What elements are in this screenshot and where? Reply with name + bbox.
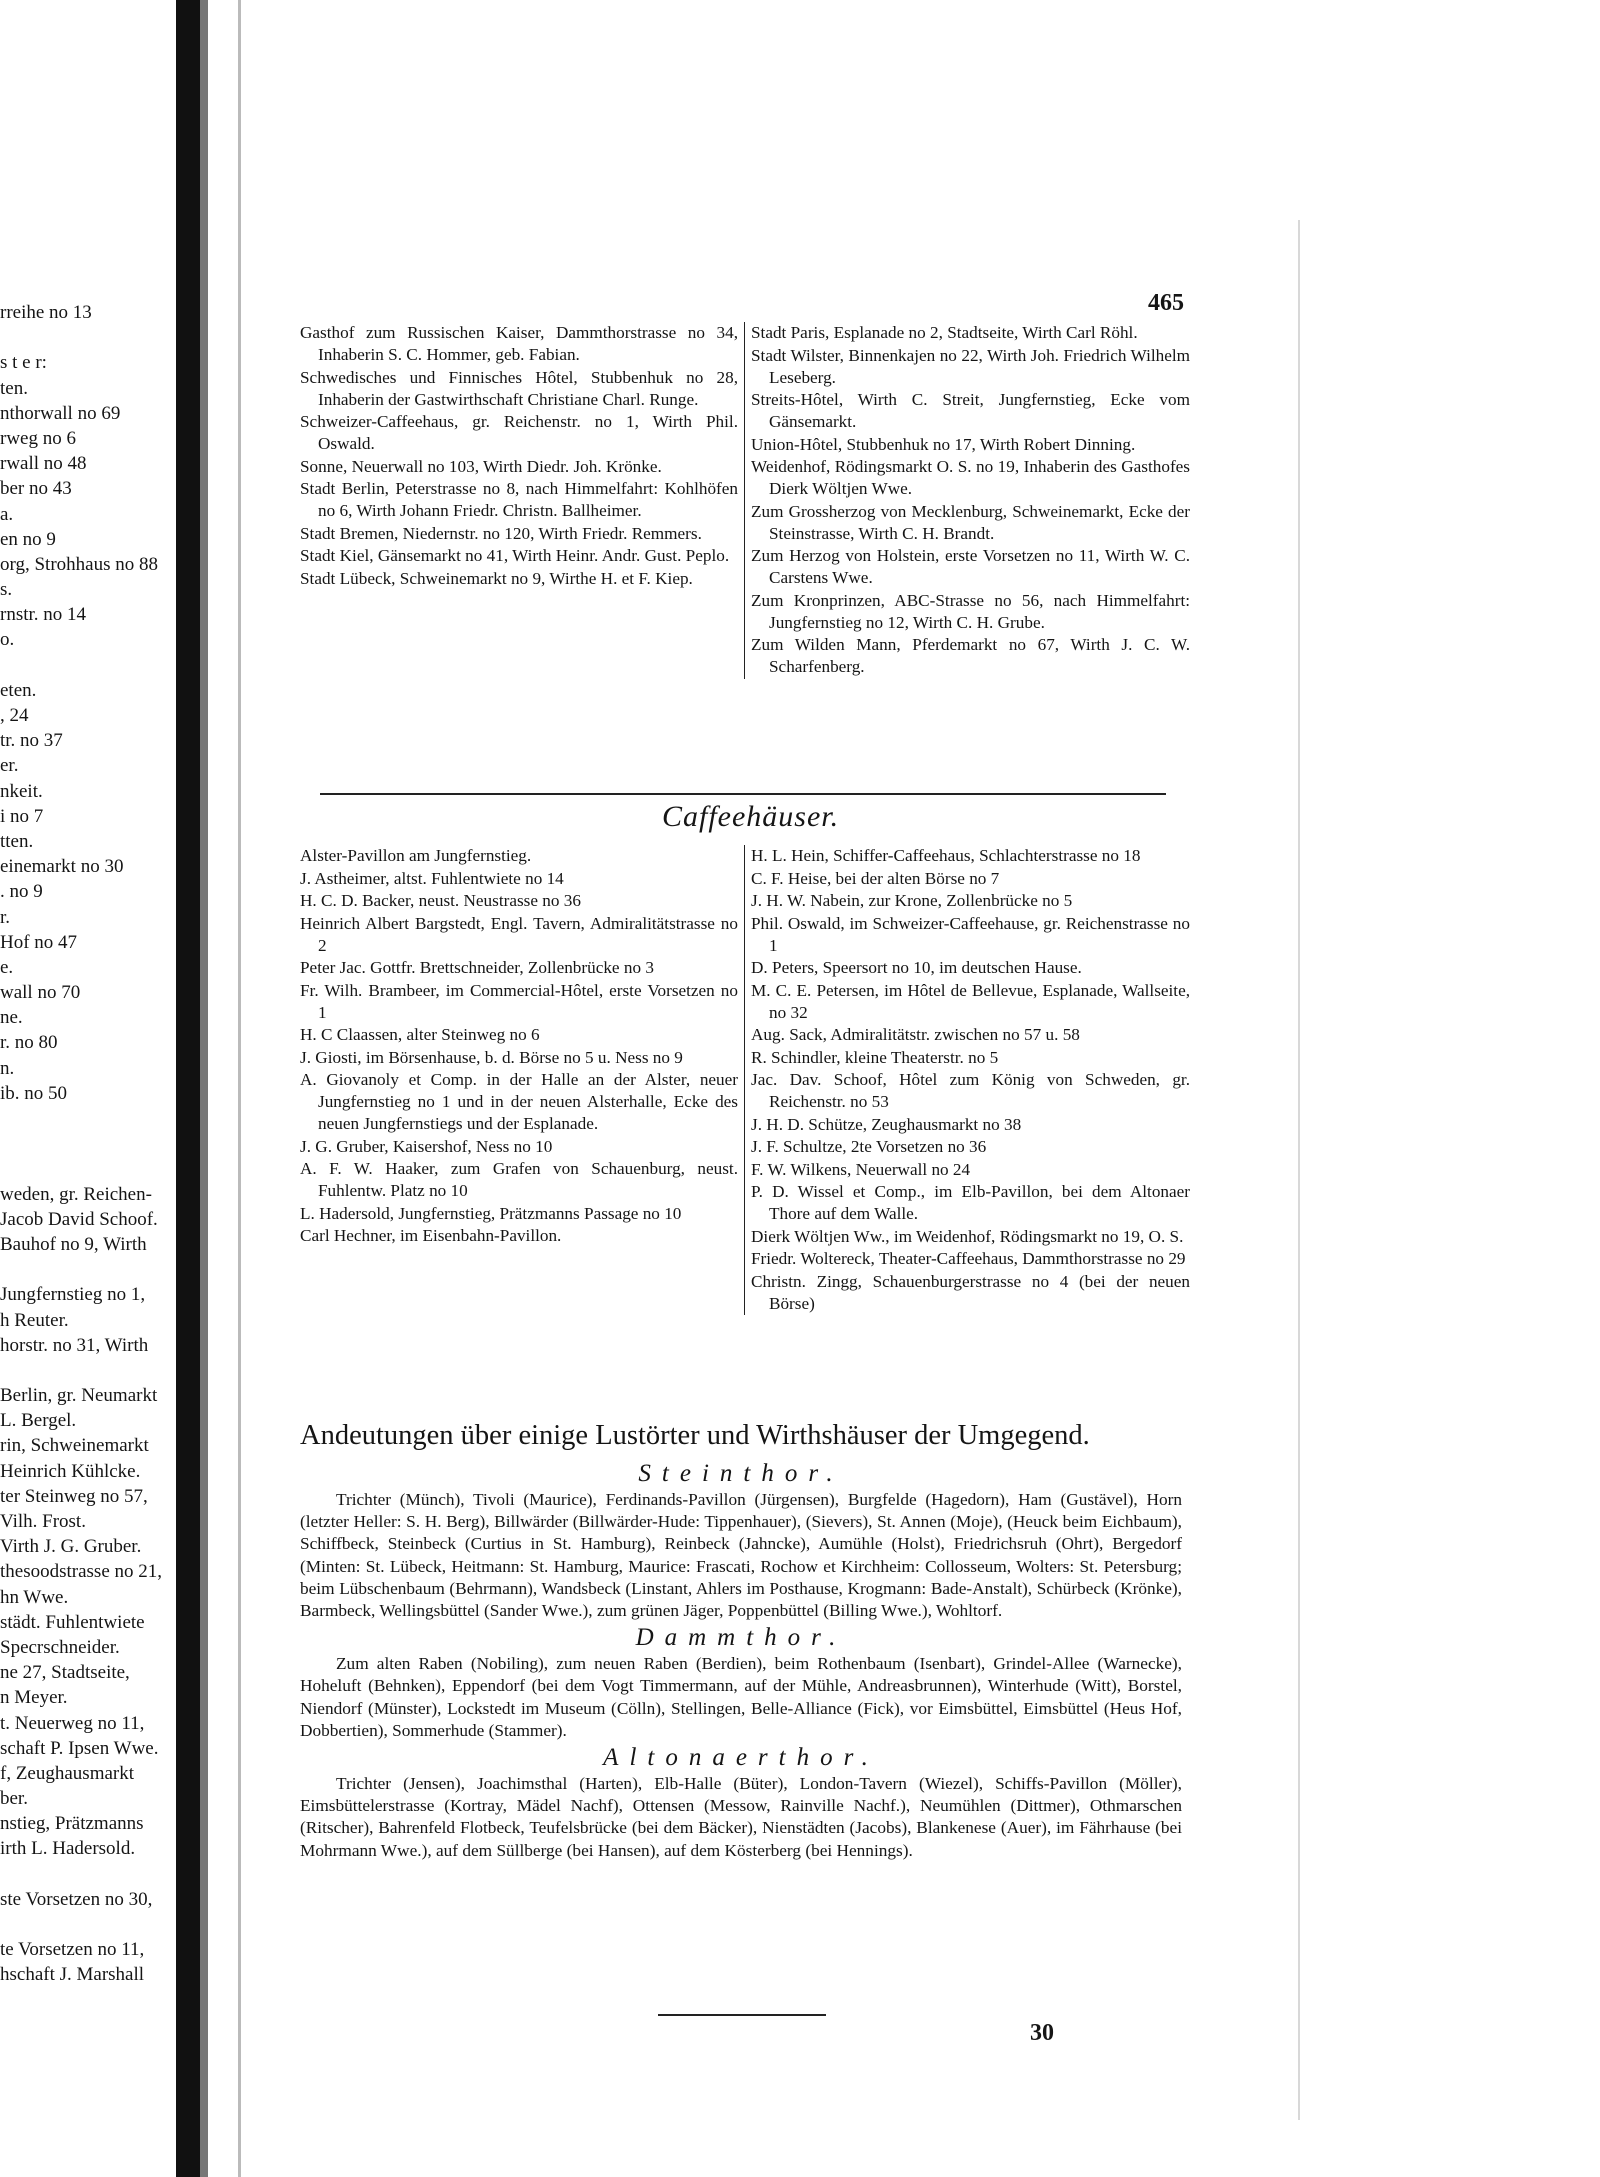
caffeehaus-entry: Friedr. Woltereck, Theater-Caffeehaus, Dammthorstrasse no 29 — [751, 1249, 1186, 1268]
hotel-entry: Stadt Berlin, Peterstrasse no 8, nach Himmelfahrt: Kohlhöfen no 6, Wirth Johann Friedr. Christn. Ballheimer. — [300, 479, 738, 520]
left-page-line: f, Zeughausmarkt — [0, 1762, 135, 1784]
left-page-line: schaft P. Ipsen Wwe. — [0, 1737, 159, 1759]
hotel-entry: Stadt Bremen, Niedernstr. no 120, Wirth Friedr. Remmers. — [300, 523, 702, 543]
caffeehaus-entry: H. C Claassen, alter Steinweg no 6 — [300, 1025, 540, 1044]
left-page-line — [0, 1358, 205, 1383]
left-page-line: Berlin, gr. Neumarkt — [0, 1385, 158, 1407]
left-page-line — [0, 1156, 205, 1181]
left-page-line: städt. Fuhlentwiete — [0, 1611, 145, 1633]
hotel-entry: Sonne, Neuerwall no 103, Wirth Diedr. Joh. Krönke. — [300, 456, 662, 476]
caffeehaus-entry: J. H. W. Nabein, zur Krone, Zollenbrücke no 5 — [751, 891, 1073, 910]
left-page-line — [0, 1131, 205, 1156]
caffeehaus-entry: L. Hadersold, Jungfernstieg, Prätzmanns Passage no 10 — [300, 1203, 682, 1223]
caffeehaus-entry: Christn. Zingg, Schauenburgerstrasse no 4 (bei der neuen Börse) — [751, 1271, 1190, 1313]
hotel-entry: Streits-Hôtel, Wirth C. Streit, Jungfernstieg, Ecke vom Gänsemarkt. — [751, 390, 1190, 431]
left-page-line: ten. — [0, 377, 28, 399]
left-page-fragment — [0, 300, 205, 2080]
left-page-line: horstr. no 31, Wirth — [0, 1334, 149, 1356]
left-page-line: rweg no 6 — [0, 427, 76, 449]
left-page-line: L. Bergel. — [0, 1410, 77, 1432]
left-page-line: eten. — [0, 679, 37, 701]
left-page-line — [0, 1106, 205, 1131]
left-page-line: a. — [0, 503, 14, 525]
hotel-column-left — [300, 322, 745, 679]
left-page-line: tten. — [0, 830, 34, 852]
left-page-line: s. — [0, 579, 13, 601]
left-page-line: ib. no 50 — [0, 1082, 68, 1104]
section-divider — [320, 793, 1166, 795]
caffeehaus-column-left — [300, 845, 745, 1315]
left-page-line: nstieg, Prätzmanns — [0, 1813, 144, 1835]
left-page-line: te Vorsetzen no 11, — [0, 1939, 145, 1961]
left-page-line: n Meyer. — [0, 1687, 68, 1709]
left-page-line: Hof no 47 — [0, 931, 78, 953]
left-page-line: wall no 70 — [0, 982, 81, 1004]
left-page-line: rreihe no 13 — [0, 302, 92, 323]
left-page-line: r. no 80 — [0, 1032, 58, 1054]
left-page-line: e. — [0, 956, 14, 978]
left-page-line: hschaft J. Marshall — [0, 1964, 145, 1986]
left-page-line: er. — [0, 755, 19, 777]
left-page-line: s t e r: — [0, 352, 47, 374]
hotel-entry: Stadt Kiel, Gänsemarkt no 41, Wirth Heinr. Andr. Gust. Peplo. — [300, 546, 730, 565]
gate-paragraph: Zum alten Raben (Nobiling), zum neuen Raben (Berdien), beim Rothenbaum (Isenbart), Grindel-Allee (Warnecke), Hoheluft (Behnken), Eppendorf (bei dem Vogt Timmermann, auf der Mühle, Andreasbrunnen), Winterhude (Witt), Borstel, Niendorf (Münster), Lockstedt im Museum (Cölln), Stellingen, Belle-Alliance (Fick), vor Eimsbüttel, Eimsbüttel (Heus Hof, Dobbertien), Sommerhude (Stammer). — [300, 1654, 1182, 1740]
left-page-line: ber. — [0, 1788, 28, 1810]
caffeehaus-entry: J. H. D. Schütze, Zeughausmarkt no 38 — [751, 1114, 1022, 1134]
left-page-line: Heinrich Kühlcke. — [0, 1460, 141, 1482]
hotel-column-right — [745, 322, 1190, 679]
left-page-line: ne 27, Stadtseite, — [0, 1662, 130, 1684]
left-page-line: ne. — [0, 1007, 23, 1029]
environs-title: Andeutungen über einige Lustörter und Wirthshäuser der Umgegend. — [300, 1420, 1090, 1451]
hotel-entry: Zum Kronprinzen, ABC-Strasse no 56, nach Himmelfahrt: Jungfernstieg no 12, Wirth C. H. Grube. — [751, 590, 1190, 632]
left-page-line: nthorwall no 69 — [0, 402, 121, 424]
left-page-line: . no 9 — [0, 881, 43, 903]
left-page-line: thesoodstrasse no 21, — [0, 1561, 163, 1583]
hotel-entry: Schwedisches und Finnisches Hôtel, Stubbenhuk no 28, Inhaberin der Gastwirthschaft Christiane Charl. Runge. — [300, 367, 738, 409]
left-page-line: Specrschneider. — [0, 1636, 120, 1658]
left-page-line: org, Strohhaus no 88 — [0, 553, 158, 575]
left-page-line: t. Neuerweg no 11, — [0, 1712, 145, 1734]
hotel-entry: Zum Herzog von Holstein, erste Vorsetzen no 11, Wirth W. C. Carstens Wwe. — [751, 546, 1190, 587]
left-page-line — [0, 1257, 205, 1282]
footer-rule — [658, 2014, 826, 2016]
caffeehaus-entry: J. G. Gruber, Kaisershof, Ness no 10 — [300, 1136, 553, 1156]
page-number: 465 — [1148, 290, 1184, 316]
hotel-listing — [300, 322, 1190, 679]
hotel-entry: Stadt Paris, Esplanade no 2, Stadtseite, Wirth Carl Röhl. — [751, 323, 1138, 342]
caffeehaus-entry: A. Giovanoly et Comp. in der Halle an der Alster, neuer Jungfernstieg no 1 und in der neuen Alsterhalle, Ecke des neuen Jungfernstiegs und der Esplanade. — [300, 1070, 738, 1133]
left-page-line: i no 7 — [0, 805, 44, 827]
left-page-line: h Reuter. — [0, 1309, 69, 1331]
hotel-entry: Union-Hôtel, Stubbenhuk no 17, Wirth Robert Dinning. — [751, 434, 1136, 454]
left-page-line — [0, 653, 205, 678]
left-page-line: ste Vorsetzen no 30, — [0, 1888, 153, 1910]
caffeehaus-entry: Dierk Wöltjen Ww., im Weidenhof, Rödingsmarkt no 19, O. S. — [751, 1226, 1184, 1246]
caffeehaus-entry: H. L. Hein, Schiffer-Caffeehaus, Schlachterstrasse no 18 — [751, 846, 1141, 865]
left-page-line: n. — [0, 1057, 15, 1079]
caffeehaus-listing — [300, 845, 1190, 1315]
left-page-line: r. — [0, 906, 11, 928]
caffeehaus-entry: Fr. Wilh. Brambeer, im Commercial-Hôtel, erste Vorsetzen no 1 — [300, 980, 738, 1022]
left-page-line: irth L. Hadersold. — [0, 1838, 136, 1860]
gate-heading: Steinthor. — [638, 1460, 844, 1487]
hotel-entry: Zum Grossherzog von Mecklenburg, Schweinemarkt, Ecke der Steinstrasse, Wirth C. H. Brandt. — [751, 501, 1190, 543]
gate-heading: Altonaerthor. — [603, 1744, 879, 1772]
caffeehaus-entry: C. F. Heise, bei der alten Börse no 7 — [751, 868, 1000, 888]
gate-paragraph: Trichter (Jensen), Joachimsthal (Harten), Elb-Halle (Büter), London-Tavern (Wiezel), Schiffs-Pavillon (Möller), Eimsbüttelerstrasse (Kortray, Mädel Nachf), Ottensen (Messow, Rainville Nachf.), Neumühlen (Dittmer), Othmarschen (Ritscher), Bahrenfeld Flotbeck, Teufelsbrücke (bei dem Bäcker), Nienstädten (Jacobs), Blankenese (Auer), im Fährhause (bei Mohrmann Wwe.), auf dem Süllberge (bei Hansen), auf dem Kösterberg (bei Hennings). — [300, 1774, 1182, 1860]
left-page-line — [0, 1912, 205, 1937]
caffeehaus-entry: J. Astheimer, altst. Fuhlentwiete no 14 — [300, 868, 564, 888]
caffeehaus-column-right — [745, 845, 1190, 1315]
caffeehaus-entry: Heinrich Albert Bargstedt, Engl. Tavern, Admiralitätstrasse no 2 — [300, 913, 738, 955]
left-page-line: nkeit. — [0, 780, 43, 802]
left-page-line: einemarkt no 30 — [0, 856, 124, 878]
left-page-line: Jungfernstieg no 1, — [0, 1284, 146, 1306]
environs-sections — [300, 1458, 1182, 1862]
caffeehaus-entry: Jac. Dav. Schoof, Hôtel zum König von Schweden, gr. Reichenstr. no 53 — [751, 1070, 1190, 1111]
left-page-line: Jacob David Schoof. — [0, 1208, 158, 1230]
left-page-line: en no 9 — [0, 528, 56, 550]
caffeehaus-entry: Peter Jac. Gottfr. Brettschneider, Zollenbrücke no 3 — [300, 958, 654, 977]
left-page-line — [0, 325, 205, 350]
hotel-entry: Stadt Lübeck, Schweinemarkt no 9, Wirthe H. et F. Kiep. — [300, 568, 693, 588]
left-page-line: tr. no 37 — [0, 730, 63, 752]
left-page-line: rin, Schweinemarkt — [0, 1435, 149, 1457]
caffeehaus-entry: Carl Hechner, im Eisenbahn-Pavillon. — [300, 1226, 562, 1245]
caffeehaus-entry: D. Peters, Speersort no 10, im deutschen Hause. — [751, 958, 1082, 977]
caffeehaus-entry: M. C. E. Petersen, im Hôtel de Bellevue, Esplanade, Wallseite, no 32 — [751, 980, 1190, 1022]
left-page-line: hn Wwe. — [0, 1586, 69, 1608]
left-page-line — [0, 1862, 205, 1887]
left-page-line: Vilh. Frost. — [0, 1511, 86, 1532]
left-page-line: , 24 — [0, 705, 29, 726]
hotel-entry: Schweizer-Caffeehaus, gr. Reichenstr. no 1, Wirth Phil. Oswald. — [300, 412, 738, 453]
left-page-line: Bauhof no 9, Wirth — [0, 1233, 147, 1255]
caffeehaus-entry: Phil. Oswald, im Schweizer-Caffeehause, gr. Reichenstrasse no 1 — [751, 913, 1190, 955]
caffeehaeuser-heading: Caffeehäuser. — [662, 800, 840, 833]
left-page-line: o. — [0, 629, 15, 651]
hotel-entry: Weidenhof, Rödingsmarkt O. S. no 19, Inhaberin des Gasthofes Dierk Wöltjen Wwe. — [751, 457, 1190, 498]
left-page-line: rnstr. no 14 — [0, 604, 87, 626]
hotel-entry: Gasthof zum Russischen Kaiser, Dammthorstrasse no 34, Inhaberin S. C. Hommer, geb. Fabian. — [300, 323, 738, 364]
caffeehaus-entry: Alster-Pavillon am Jungfernstieg. — [300, 846, 532, 865]
gate-paragraph: Trichter (Münch), Tivoli (Maurice), Ferdinands-Pavillon (Jürgensen), Burgfelde (Hagedorn), Ham (Gustävel), Horn (letzter Heller: S. H. Berg), Billwärder (Billwärder-Hude: Tippenhauer), (Sievers), St. Annen (Moje), (Heuck beim Eichbaum), Schiffbeck, Steinbeck (Curtius in St. Hamburg), Reinbeck (Jahncke), Aumühle (Holst), Friedrichsruh (Ohrt), Bergedorf (Minten: St. Lübeck, Heitmann: St. Hamburg, Maurice: Frascati, Rochow et Kirchheim: Collosseum, Wolters: St. Petersburg; beim Lübschenbaum (Behrmann), Wandsbeck (Linstant, Ahlers im Posthause, Krogmann: Bade-Anstalt), Schürbeck (Krönke), Barmbeck, Wellingsbüttel (Sander Wwe.), zum grünen Jäger, Poppenbüttel (Billing Wwe.), Wohltorf. — [300, 1490, 1182, 1621]
gate-heading: Dammthor. — [635, 1624, 847, 1652]
caffeehaus-entry: F. W. Wilkens, Neuerwall no 24 — [751, 1159, 971, 1179]
caffeehaus-entry: J. F. Schultze, 2te Vorsetzen no 36 — [751, 1137, 987, 1156]
hotel-entry: Zum Wilden Mann, Pferdemarkt no 67, Wirth J. C. W. Scharfenberg. — [751, 635, 1190, 676]
page-gutter-line — [238, 0, 241, 2177]
caffeehaus-entry: P. D. Wissel et Comp., im Elb-Pavillon, bei dem Altonaer Thore auf dem Walle. — [751, 1182, 1190, 1223]
caffeehaus-entry: R. Schindler, kleine Theaterstr. no 5 — [751, 1047, 999, 1067]
hotel-entry: Stadt Wilster, Binnenkajen no 22, Wirth Joh. Friedrich Wilhelm Leseberg. — [751, 345, 1190, 387]
caffeehaus-entry: H. C. D. Backer, neust. Neustrasse no 36 — [300, 891, 581, 910]
left-page-line: weden, gr. Reichen- — [0, 1183, 152, 1205]
caffeehaus-entry: Aug. Sack, Admiralitätstr. zwischen no 57 u. 58 — [751, 1025, 1080, 1044]
left-page-line: ber no 43 — [0, 478, 72, 500]
caffeehaus-entry: J. Giosti, im Börsenhause, b. d. Börse no 5 u. Ness no 9 — [300, 1047, 683, 1067]
left-page-line: Virth J. G. Gruber. — [0, 1536, 142, 1558]
left-page-line: rwall no 48 — [0, 453, 87, 475]
left-page-line: ter Steinweg no 57, — [0, 1485, 148, 1507]
caffeehaus-entry: A. F. W. Haaker, zum Grafen von Schauenburg, neust. Fuhlentw. Platz no 10 — [300, 1159, 738, 1200]
signature-mark: 30 — [1030, 2020, 1054, 2046]
